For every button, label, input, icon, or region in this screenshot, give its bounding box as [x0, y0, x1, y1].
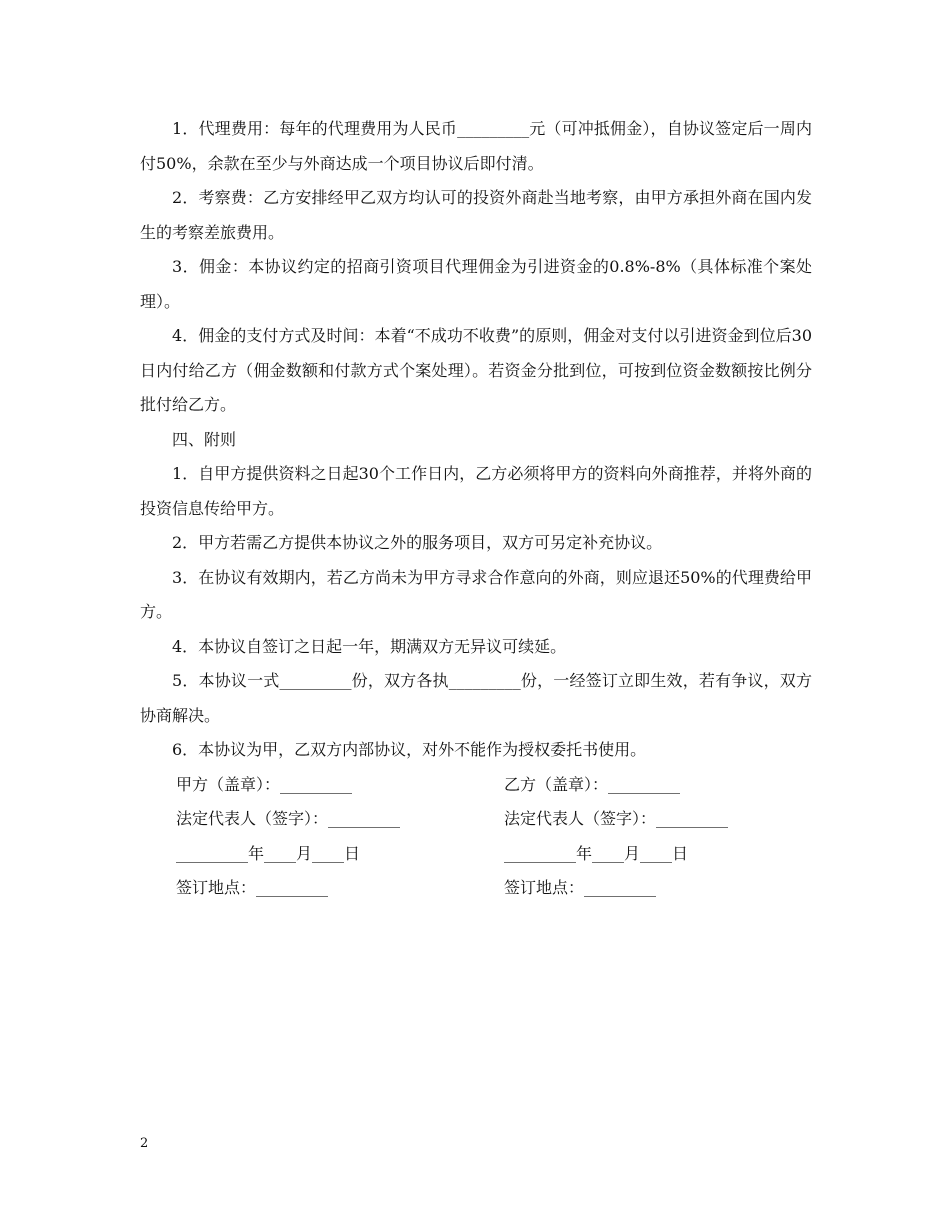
party-a-seal: 甲方（盖章）：_________	[176, 774, 353, 794]
appendix-item-5: 5．本协议一式_________份，双方各执_________份，一经签订立即生效，若有争议，双方协商解决。	[140, 671, 812, 725]
party-a-place: 签订地点：_________	[176, 878, 329, 897]
signature-row-representative	[140, 802, 812, 837]
party-a-date: _________年____月____日	[176, 843, 361, 863]
signature-row-seal	[140, 768, 812, 803]
signature-row-date	[140, 837, 812, 872]
document-body	[140, 112, 812, 906]
appendix-item-4: 4．本协议自签订之日起一年，期满双方无异议可续延。	[172, 636, 567, 656]
paragraph-agency-fee: 1．代理费用：每年的代理费用为人民币_________元（可冲抵佣金），自协议签定后一周内付50%，余款在至少与外商达成一个项目协议后即付清。	[140, 119, 812, 173]
appendix-item-3: 3．在协议有效期内，若乙方尚未为甲方寻求合作意向的外商，则应退还50%的代理费给甲方。	[140, 567, 812, 621]
appendix-item-2: 2．甲方若需乙方提供本协议之外的服务项目，双方可另定补充协议。	[172, 533, 663, 552]
section-heading-appendix: 四、附则	[172, 429, 237, 449]
party-b-date: _________年____月____日	[504, 843, 689, 863]
page-number: 2	[140, 1136, 149, 1151]
party-b-place: 签订地点：_________	[504, 878, 657, 897]
appendix-item-1: 1．自甲方提供资料之日起30个工作日内，乙方必须将甲方的资料向外商推荐，并将外商的投资信息传给甲方。	[140, 464, 812, 518]
party-b-representative: 法定代表人（签字）：_________	[504, 809, 729, 828]
signature-row-place	[140, 871, 812, 906]
signature-block	[140, 768, 812, 906]
paragraph-payment-method: 4．佣金的支付方式及时间：本着“不成功不收费”的原则，佣金对支付以引进资金到位后30日内付给乙方（佣金数额和付款方式个案处理）。若资金分批到位，可按到位资金数额按比例分批付给乙方。	[140, 326, 812, 414]
party-a-representative: 法定代表人（签字）：_________	[176, 809, 401, 828]
appendix-item-6: 6．本协议为甲，乙双方内部协议，对外不能作为授权委托书使用。	[172, 740, 647, 759]
paragraph-commission: 3．佣金：本协议约定的招商引资项目代理佣金为引进资金的0.8%-8%（具体标准个案处理）。	[140, 257, 812, 311]
paragraph-inspection-fee: 2．考察费：乙方安排经甲乙双方均认可的投资外商赴当地考察，由甲方承担外商在国内发生的考察差旅费用。	[140, 188, 812, 242]
party-b-seal: 乙方（盖章）：_________	[504, 774, 681, 794]
